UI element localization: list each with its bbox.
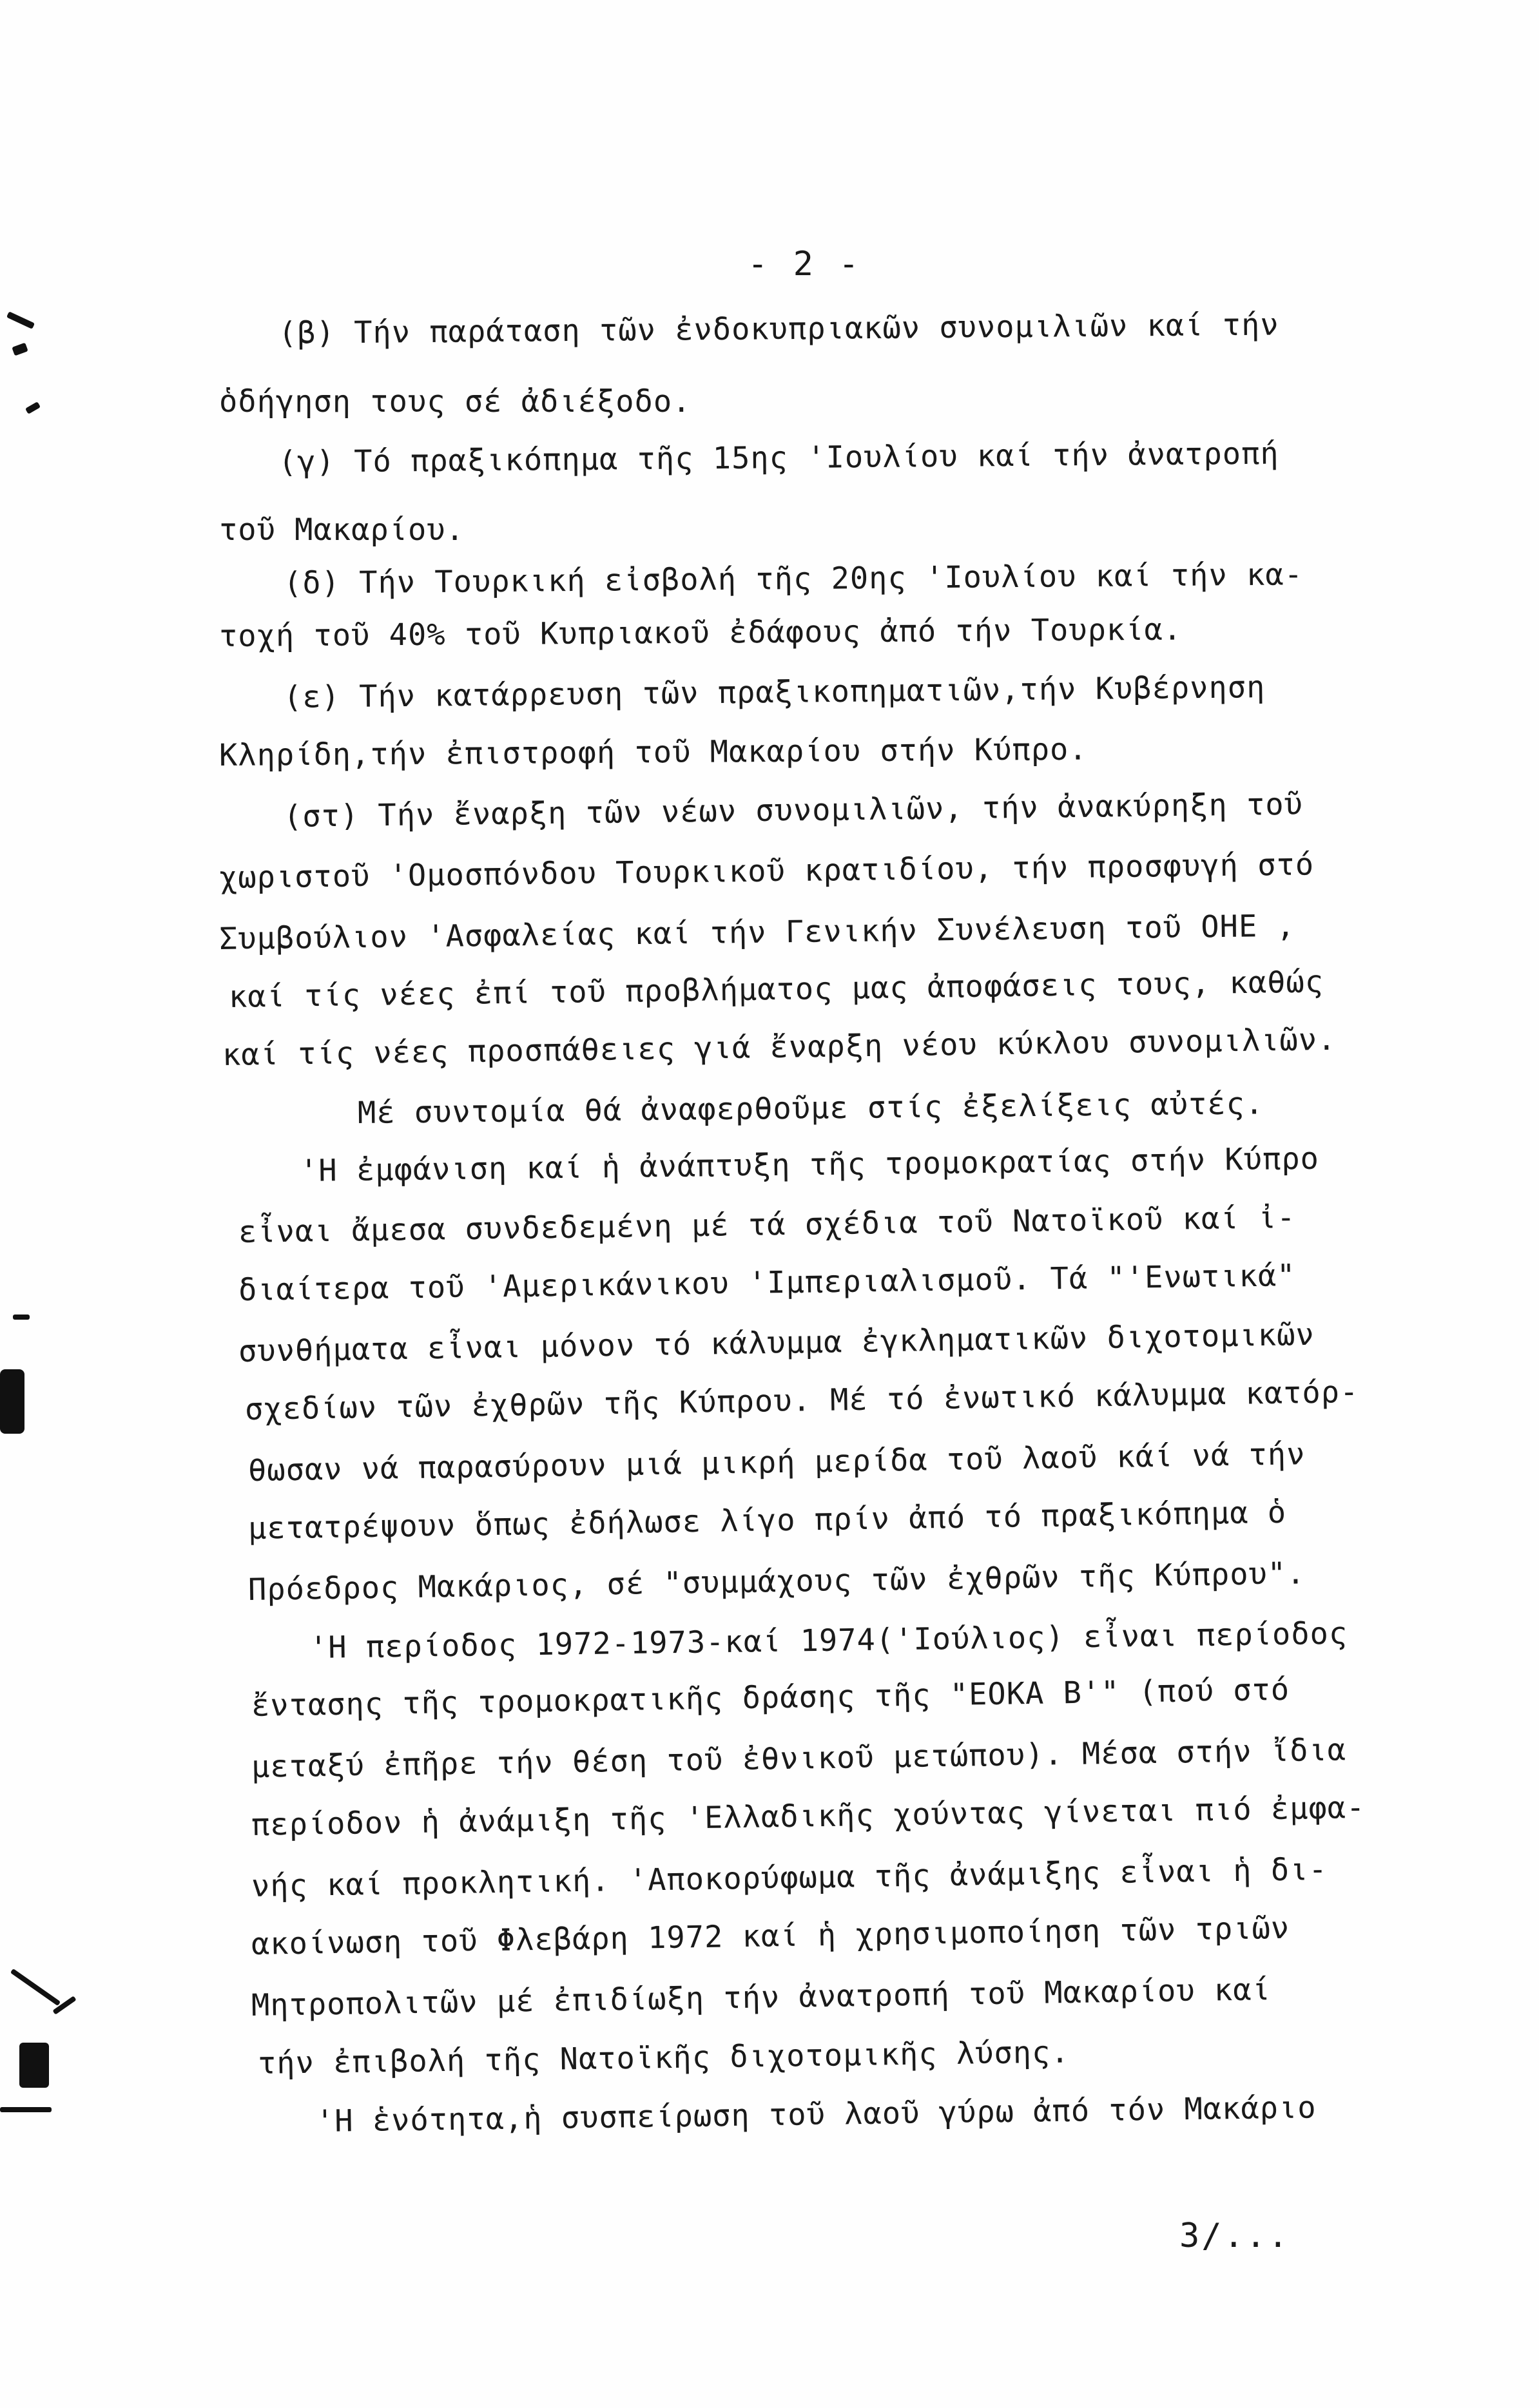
scan-artifact (0, 2107, 52, 2112)
text-line: ἔντασης τῆς τρομοκρατικῆς δράσης τῆς "ΕΟΚΑ Β'" (πού στό (251, 1671, 1290, 1724)
scan-artifact (6, 311, 35, 329)
text-line: Συμβούλιον 'Ασφαλείας καί τήν Γενικήν Συνέλευση τοῦ ΟΗΕ , (218, 908, 1296, 957)
text-line: 'Η ἑνότητα,ἡ συσπείρωση τοῦ λαοῦ γύρω ἀπό τόν Μακάριο (315, 2090, 1317, 2139)
text-line: καί τίς νέες ἐπί τοῦ προβλήματος μας ἀποφάσεις τους, καθώς (228, 964, 1324, 1015)
text-line: μετατρέψουν ὅπως ἐδήλωσε λίγο πρίν ἀπό τό πραξικόπημα ὁ (247, 1494, 1287, 1546)
scan-artifact (12, 343, 28, 356)
text-line: τοχή τοῦ 40% τοῦ Κυπριακοῦ ἐδάφους ἀπό τήν Τουρκία. (218, 612, 1183, 654)
text-line: νής καί προκλητική. 'Αποκορύφωμα τῆς ἀνάμιξης εἶναι ἡ δι- (251, 1851, 1328, 1904)
text-line: τήν ἐπιβολή τῆς Νατοϊκῆς διχοτομικῆς λύσης. (257, 2034, 1070, 2081)
text-line: 'Η περίοδος 1972-1973-καί 1974('Ιούλιος) εἶναι περίοδος (309, 1615, 1348, 1666)
text-line: ὁδήγηση τους σέ ἀδιέξοδο. (219, 384, 692, 419)
text-line: καί τίς νέες προσπάθειες γιά ἔναρξη νέου κύκλου συνομιλιῶν. (222, 1021, 1337, 1073)
scan-artifact (25, 401, 41, 414)
text-line: μεταξύ ἐπῆρε τήν θέση τοῦ ἐθνικοῦ μετώπου). Μέσα στήν ἴδια (251, 1732, 1347, 1785)
text-line: (δ) Τήν Τουρκική εἰσβολή τῆς 20ης 'Ιουλίου καί τήν κα- (283, 557, 1304, 601)
text-line: (ε) Τήν κατάρρευση τῶν πραξικοπηματιῶν,τήν Κυβέρνηση (283, 669, 1266, 715)
text-line: σχεδίων τῶν ἐχθρῶν τῆς Κύπρου. Μέ τό ἐνωτικό κάλυμμα κατόρ- (244, 1374, 1359, 1427)
text-line: Πρόεδρος Μακάριος, σέ "συμμάχους τῶν ἐχθρῶν τῆς Κύπρου". (247, 1556, 1306, 1608)
text-line: διαίτερα τοῦ 'Αμερικάνικου 'Ιμπεριαλισμοῦ. Τά "'Ενωτικά" (238, 1258, 1296, 1308)
text-line: 'Η ἐμφάνιση καί ἡ ἀνάπτυξη τῆς τρομοκρατίας στήν Κύπρο (299, 1141, 1320, 1189)
text-line: Μέ συντομία θά ἀναφερθοῦμε στίς ἐξελίξεις αὐτές. (357, 1086, 1264, 1131)
text-line: εἶναι ἄμεσα συνδεδεμένη μέ τά σχέδια τοῦ Νατοϊκοῦ καί ἰ- (238, 1200, 1296, 1250)
text-line: θωσαν νά παρασύρουν μιά μικρή μερίδα τοῦ λαοῦ κάί νά τήν (247, 1436, 1306, 1488)
text-line: χωριστοῦ 'Ομοσπόνδου Τουρκικοῦ κρατιδίου, τήν προσφυγή στό (218, 847, 1315, 896)
text-line: Μητροπολιτῶν μέ ἐπιδίωξη τήν ἀνατροπή τοῦ Μακαρίου καί (251, 1972, 1272, 2023)
page-number: - 2 - (748, 245, 862, 284)
text-line: περίοδον ἡ ἀνάμιξη τῆς 'Ελλαδικῆς χούντας γίνεται πιό ἐμφα- (251, 1789, 1366, 1843)
text-line: (β) Τήν παράταση τῶν ἐνδοκυπριακῶν συνομιλιῶν καί τήν (278, 307, 1279, 351)
text-line: Κληρίδη,τήν ἐπιστροφή τοῦ Μακαρίου στήν Κύπρο. (218, 731, 1088, 773)
text-line: ακοίνωση τοῦ Φλεβάρη 1972 καί ἡ χρησιμοποίηση τῶν τριῶν (251, 1910, 1290, 1962)
text-line: (γ) Τό πραξικόπημα τῆς 15ης 'Ιουλίου καί τήν ἀνατροπή (278, 436, 1279, 480)
scan-artifact (0, 1369, 24, 1434)
text-line: (στ) Τήν ἔναρξη τῶν νέων συνομιλιῶν, τήν ἀνακύρηξη τοῦ (283, 786, 1304, 834)
continuation-marker: 3/... (1179, 2217, 1290, 2255)
text-line: τοῦ Μακαρίου. (219, 512, 465, 548)
scan-artifact (19, 2043, 49, 2088)
scan-artifact (10, 1969, 61, 2006)
scan-artifact (13, 1315, 30, 1320)
text-line: συνθήματα εἶναι μόνον τό κάλυμμα ἐγκληματικῶν διχοτομικῶν (238, 1316, 1315, 1369)
